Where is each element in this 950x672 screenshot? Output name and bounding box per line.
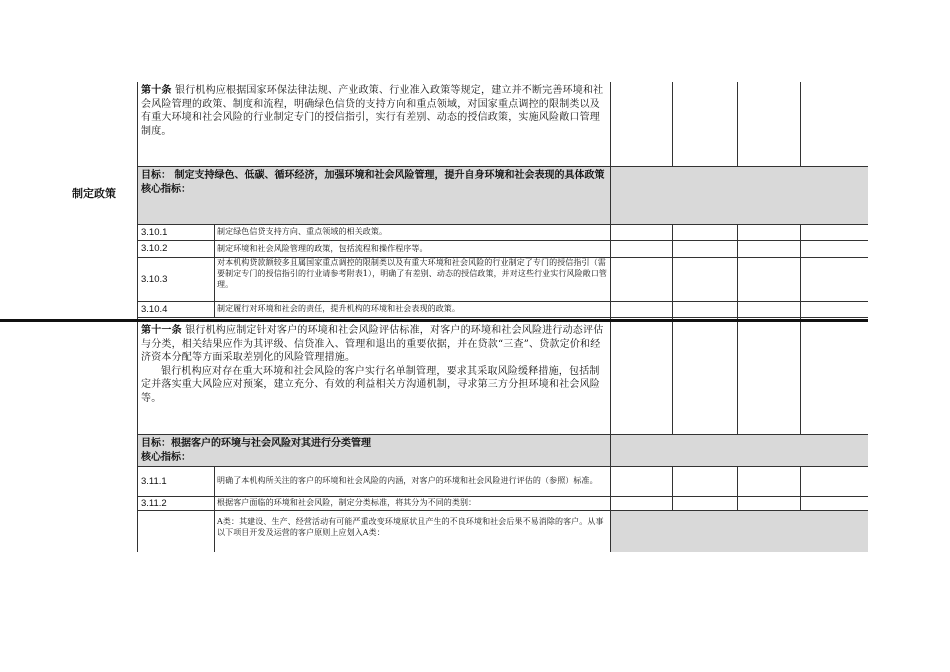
goal-11-core-label: 核心指标：	[141, 452, 191, 463]
grid-line	[137, 240, 868, 241]
indicator-code: 3.10.4	[141, 303, 168, 315]
grid-line	[137, 317, 868, 318]
goal-10-score-area	[610, 166, 868, 224]
article-11-para2: 银行机构应对存在重大环境和社会风险的客户实行名单制管理，要求其采取风险缓释措施，包括制定并落实重大风险应对预案，建立充分、有效的利益相关方沟通机制，寻求第三方分担环境和社会风险等。	[141, 365, 600, 404]
goal-10-cell	[138, 166, 610, 224]
grid-line	[137, 257, 868, 258]
goal-10-text: 目标： 制定支持绿色、低碳、循环经济，加强环境和社会风险管理，提升自身环境和社会表现的具体政策	[141, 170, 605, 181]
indicator-text: 制定履行对环境和社会的责任，提升机构的环境和社会表现的政策。	[217, 304, 460, 314]
indicator-code: 3.10.1	[141, 226, 168, 238]
grid-line	[137, 166, 868, 167]
indicator-code: 3.11.1	[141, 475, 167, 487]
section-divider	[0, 319, 868, 322]
grid-line	[672, 224, 673, 320]
grid-line	[137, 466, 868, 467]
article-10-heading: 第十条	[141, 85, 172, 96]
indicator-text: 明确了本机构所关注的客户的环境和社会风险的内涵，对客户的环境和社会风险进行评估的（参照）标准。	[217, 476, 598, 486]
grid-line	[137, 434, 868, 435]
grid-line	[800, 322, 801, 434]
grid-line	[800, 466, 801, 510]
grid-line	[137, 301, 868, 302]
article-10-text: 银行机构应根据国家环保法律法规、产业政策、行业准入政策等规定，建立并不断完善环境和社会风险管理的政策、制度和流程，明确绿色信贷的支持方向和重点领域，对国家重点调控的限制类以及有重大环境和社会风险的行业制定专门的授信指引，实行有差别、动态的授信政策，实施风险敞口管理制度。	[141, 85, 604, 137]
class-a-score-area	[610, 510, 868, 552]
indicator-code: 3.11.2	[141, 497, 167, 509]
article-10-cell	[138, 82, 610, 166]
goal-11-text: 目标：根据客户的环境与社会风险对其进行分类管理	[141, 438, 371, 449]
indicator-text: 制定绿色信贷支持方向、重点领域的相关政策。	[217, 227, 388, 237]
grid-line	[214, 224, 215, 317]
grid-line	[737, 466, 738, 510]
grid-line	[137, 510, 868, 511]
grid-line	[800, 224, 801, 320]
grid-line	[214, 466, 215, 552]
grid-line	[672, 82, 673, 166]
grid-line	[672, 466, 673, 510]
goal-11-cell	[138, 434, 610, 466]
article-11-cell	[138, 322, 610, 434]
category-text: 制定政策	[72, 187, 116, 200]
grid-line	[737, 224, 738, 320]
indicator-text: 制定环境和社会风险管理的政策，包括流程和操作程序等。	[217, 243, 428, 253]
indicator-text: A类：其建设、生产、经营活动有可能严重改变环境原状且产生的不良环境和社会后果不易消除的客户。从事以下项目开发及运营的客户原则上应划入A类：	[217, 517, 604, 537]
grid-line	[800, 82, 801, 166]
goal-10-core-label: 核心指标：	[141, 184, 191, 195]
indicator-code: 3.10.2	[141, 243, 168, 254]
grid-line	[737, 82, 738, 166]
indicator-text: 根据客户面临的环境和社会风险，制定分类标准，将其分为不同的类别：	[217, 498, 477, 508]
grid-line	[137, 496, 868, 497]
grid-line	[137, 224, 868, 225]
grid-line	[672, 322, 673, 434]
indicator-text: 对本机构贷款额较多且属国家重点调控的限制类以及有重大环境和社会风险的行业制定了专门的授信指引（需要制定专门的授信指引的行业请参考附表1），明确了有差别、动态的授信政策，并对这些行业实行风险敞口管理。	[217, 258, 607, 289]
category-label	[72, 182, 138, 204]
goal-11-score-area	[610, 434, 868, 466]
indicator-code: 3.10.3	[141, 273, 168, 285]
article-11-heading: 第十一条	[141, 325, 182, 336]
grid-line	[737, 322, 738, 434]
article-11-text: 银行机构应制定针对客户的环境和社会风险评估标准，对客户的环境和社会风险进行动态评估与分类，相关结果应作为其评级、信贷准入、管理和退出的重要依据，并在贷款“三查”、贷款定价和经济资本分配等方面采取差别化的风险管理措施。	[141, 325, 604, 363]
